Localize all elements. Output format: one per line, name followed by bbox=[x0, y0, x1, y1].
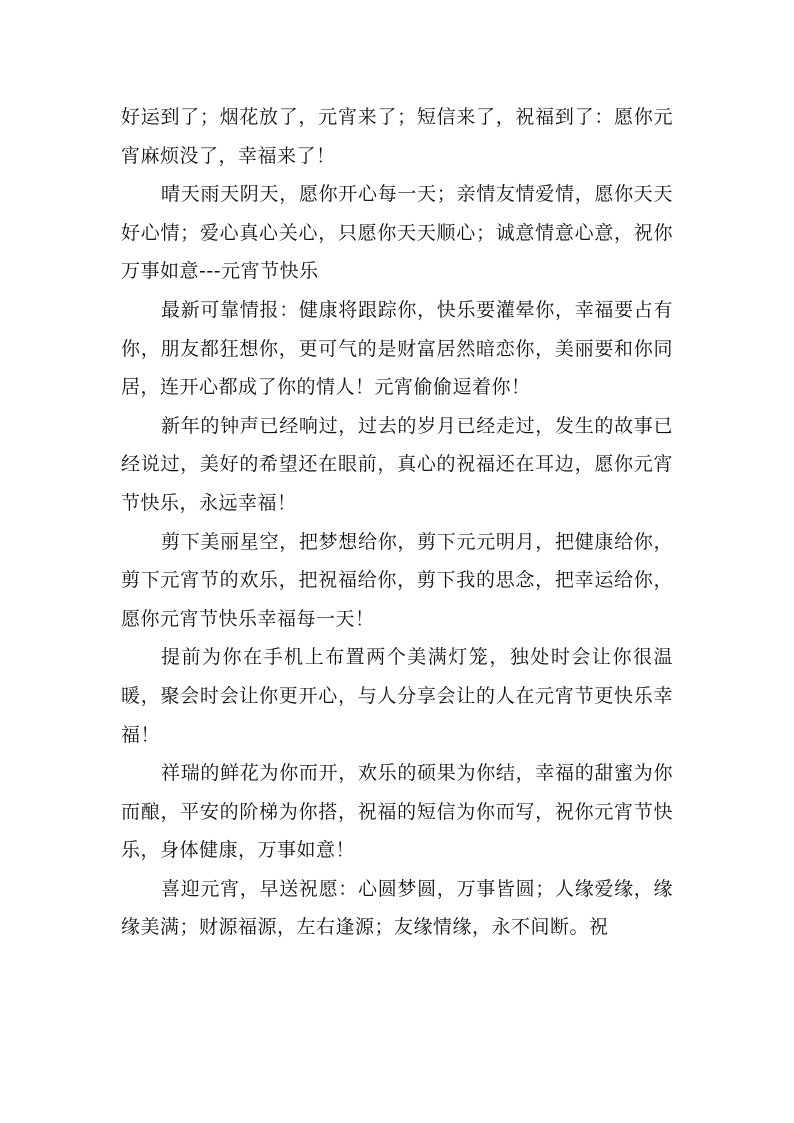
paragraph: 提前为你在手机上布置两个美满灯笼，独处时会让你很温暖，聚会时会让你更开心，与人分享会让的人在元宵节更快乐幸福！ bbox=[121, 646, 673, 746]
paragraph: 新年的钟声已经响过，过去的岁月已经走过，发生的故事已经说过，美好的希望还在眼前，真心的祝福还在耳边，愿你元宵节快乐，永远幸福！ bbox=[121, 414, 673, 514]
paragraph: 最新可靠情报：健康将跟踪你，快乐要灌晕你，幸福要占有你，朋友都狂想你，更可气的是财富居然暗恋你，美丽要和你同居，连开心都成了你的情人！元宵偷偷逗着你！ bbox=[121, 298, 673, 399]
paragraph: 剪下美丽星空，把梦想给你，剪下元元明月，把健康给你，剪下元宵节的欢乐，把祝福给你，剪下我的思念，把幸运给你，愿你元宵节快乐幸福每一天！ bbox=[121, 530, 673, 630]
document-body bbox=[121, 98, 673, 947]
paragraph: 晴天雨天阴天，愿你开心每一天；亲情友情爱情，愿你天天好心情；爱心真心关心，只愿你天天顺心；诚意情意心意，祝你万事如意---元宵节快乐 bbox=[121, 183, 673, 283]
paragraph: 喜迎元宵，早送祝愿：心圆梦圆，万事皆圆；人缘爱缘，缘缘美满；财源福源，左右逢源；友缘情缘，永不间断。祝 bbox=[121, 877, 673, 939]
paragraph: 祥瑞的鲜花为你而开，欢乐的硕果为你结，幸福的甜蜜为你而酿，平安的阶梯为你搭，祝福的短信为你而写，祝你元宵节快乐，身体健康，万事如意！ bbox=[121, 762, 673, 862]
paragraph: 好运到了；烟花放了，元宵来了；短信来了，祝福到了：愿你元宵麻烦没了，幸福来了！ bbox=[121, 106, 673, 167]
